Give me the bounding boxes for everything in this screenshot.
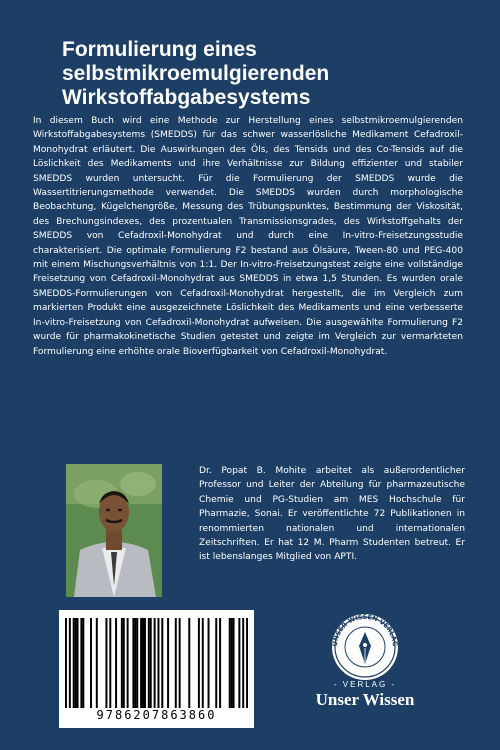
barcode-bar [161, 618, 163, 708]
barcode-bar [73, 618, 75, 708]
barcode-bar [65, 618, 67, 708]
barcode-bar [69, 618, 71, 708]
barcode-bar [188, 618, 190, 708]
barcode-bar [198, 618, 200, 708]
barcode-bar [90, 618, 92, 708]
title-line-1: Formulierung eines [62, 38, 257, 61]
title-line-2: selbstmikroemulgierenden [62, 62, 330, 85]
barcode-bar [246, 618, 248, 708]
barcode-bar [233, 618, 235, 708]
barcode-bar [231, 618, 233, 708]
barcode-bar [150, 618, 152, 708]
publisher-prefix: - VERLAG - [333, 680, 397, 689]
barcode-bar [208, 618, 210, 708]
author-portrait-image [66, 464, 162, 597]
barcode-bar [127, 618, 129, 708]
barcode-bar [82, 618, 84, 708]
barcode-bar [148, 618, 150, 708]
barcode-bar [229, 618, 231, 708]
barcode-bar [215, 618, 217, 708]
barcode-bar [144, 618, 146, 708]
book-title [62, 38, 462, 110]
barcode-bar [105, 618, 107, 708]
logo-ring-text: UNSER WISSEN VERLAG [330, 612, 400, 647]
barcode-bar [109, 618, 111, 708]
barcode-bar [140, 618, 142, 708]
barcode-bar [80, 618, 82, 708]
isbn-barcode [59, 610, 254, 728]
author-photo [66, 464, 162, 597]
barcode-bar [242, 618, 244, 708]
barcode-bar [77, 618, 79, 708]
barcode-bar [175, 618, 177, 708]
title-line-3: Wirkstoffabgabesystems [62, 86, 311, 109]
publisher-emblem-icon [310, 612, 420, 682]
barcode-bar [132, 618, 134, 708]
barcode-bar [75, 618, 77, 708]
book-description: In diesem Buch wird eine Methode zur Herstellung eines selbstmikroemulgierenden Wirkstoffabgabesystems (SMEDDS) für das schwer wasserlösliche Medikament Cefadroxil-Monohydrat erläutert. Die Auswirkungen des Öls, des Tensids und des Co-Tensids auf die Löslichkeit des Medikaments und ihre Verhältnisse zur Bildung effizienter und stabiler SMEDDS wurden untersucht. Für die Formulierung der SMEDDS wurde die Wassertitrierungsmethode verwendet. Die SMEDDS wurden durch morphologische Beobachtung, Kügelchengröße, Messung des Trübungspunktes, Bestimmung der Viskosität, des Brechungsindexes, des prozentualen Transmissionsgrades, des Wirkstoffgehalts der SMEDDS von Cefadroxil-Monohydrat und durch eine In-vitro-Freisetzungsstudie charakterisiert. Die optimale Formulierung F2 bestand aus Ölsäure, Tween-80 und PEG-400 mit einem Mischungsverhältnis von 1:1. Der In-vitro-Freisetzungstest zeigte eine vollständige Freisetzung von Cefadroxil-Monohydrat aus SMEDDS in etwa 1,5 Stunden. Es wurden orale SMEDDS-Formulierungen von Cefadroxil-Monohydrat hergestellt, die im Vergleich zum markierten Produkt eine ausgezeichnete Löslichkeit des Medikaments und eine verbesserte In-vitro-Freisetzung von Cefadroxil-Monohydrat aufweisen. Die ausgewählte Formulierung F2 wurde für pharmakokinetische Studien getestet und zeigte im Vergleich zur vermarkteten Formulierung eine erhöhte orale Bioverfügbarkeit von Cefadroxil-Monohydrat. [33, 116, 463, 357]
barcode-bar [179, 618, 181, 708]
barcode-bar [96, 618, 98, 708]
barcode-bar [123, 618, 125, 708]
barcode-bar [238, 618, 240, 708]
barcode-bar [157, 618, 159, 708]
isbn-number: 9786207863860 [96, 708, 217, 722]
barcode-bar [142, 618, 144, 708]
author-biography: Dr. Popat B. Mohite arbeitet als außerordentlicher Professor und Leiter der Abteilung für pharmazeutische Chemie und PG-Studien am MES Hochschule für Pharmazie, Sonai. Er veröffentlichte 72 Publikationen in renommierten nationalen und internationalen Zeitschriften. Er hat 12 M. Pharm Studenten betreut. Er ist lebenslanges Mitglied von APTI. [199, 466, 465, 563]
barcode-bar [154, 618, 156, 708]
barcode-bar [134, 618, 136, 708]
publisher-prefix-label: VERLAG [342, 680, 388, 689]
barcode-bar [202, 618, 204, 708]
barcode-bars [65, 618, 248, 708]
publisher-name: Unser Wissen [315, 690, 415, 709]
barcode-bar [121, 618, 123, 708]
barcode-bar [167, 618, 169, 708]
barcode-bar [136, 618, 138, 708]
barcode-bar [115, 618, 117, 708]
barcode-bar [219, 618, 221, 708]
